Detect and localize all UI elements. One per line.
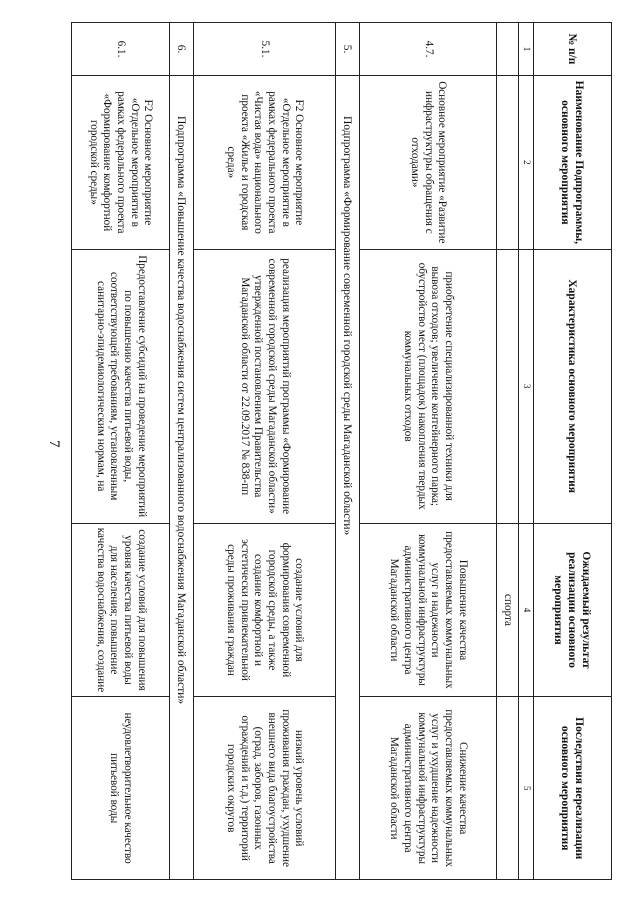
measure-result: создание условий для формирования современной городской среды, а также создание комфортной и эстетически привлекательной среды проживания граждан [194,523,336,697]
column-number: 5 [519,697,534,880]
measure-characteristic: приобретение специализированной техники для вывоза отходов; увеличение контейнерного парка; обустройство мест (площадок) накопления твердых коммунальных отходов [359,249,496,523]
section-title: Подпрограмма «Повышение качества водоснабжения систем централизованного водоснабжения Магаданской области» [169,76,193,880]
section-number: 6. [169,23,193,76]
table-row [72,23,170,880]
measure-name: F2 Основное мероприятие «Отдельное мероприятие в рамках федерального проекта «Чистая вода» национального проекта «Жилье и городская среда» [194,76,336,250]
measure-name: Основное мероприятие «Развитие инфраструктуры обращения с отходами» [359,76,496,250]
header-result: Ожидаемый результат реализации основного мероприятия [533,523,611,697]
section-row [335,23,359,880]
header-number: № п/п [533,23,611,76]
measure-characteristic: реализация мероприятий программы «Формирование современной городской среды Магаданской области» утвержденной постановлением Правительства Магаданской области от 22.09.2017 № 838-пп [194,249,336,523]
table-row [359,23,496,880]
header-name: Наименование Подпрограммы, основного мероприятия [533,76,611,250]
column-number: 1 [519,23,534,76]
header-characteristic: Характеристика основного мероприятия [533,249,611,523]
row-number: 4.7. [359,23,496,76]
header-row [533,23,611,880]
measure-characteristic: Предоставление субсидий на проведение мероприятий по повышению качества питьевой воды, соответствующей требованиям, установленным санитарно-эпидемиологическим нормам, на [72,249,170,523]
column-number: 3 [519,249,534,523]
cell-empty [496,23,519,76]
section-number: 5. [335,23,359,76]
section-row [169,23,193,880]
section-title: Подпрограмма «Формирование современной городской среды Магаданской области» [335,76,359,880]
continuation-result: спорта [496,523,519,697]
program-measures-table [71,22,612,880]
measure-consequence: низкий уровень условий проживания граждан, ухудшение внешнего вида благоустройства (оград, заборов, газонных ограждений и т.д.) территорий городских округов [194,697,336,880]
column-number: 2 [519,76,534,250]
cell-empty [496,76,519,250]
continuation-row [496,23,519,880]
measure-consequence: неудовлетворительное качество питьевой воды [72,697,170,880]
header-consequence: Последствия нереализации основного мероприятия [533,697,611,880]
table-row [194,23,336,880]
rotated-table-container [71,22,612,880]
measure-result: Повышение качества предоставляемых коммунальных услуг и надежности коммунальной инфраструктуры административного центра Магаданской области [359,523,496,697]
measure-consequence: Снижение качества предоставляемых коммунальных услуг и ухудшение надежности коммунальной инфраструктуры административного центра Магаданской области [359,697,496,880]
row-number: 5.1. [194,23,336,76]
measure-result: создание условий для повышения уровня качества питьевой воды для населения; повышение качества водоснабжения, создание [72,523,170,697]
cell-empty [496,697,519,880]
column-number: 4 [519,523,534,697]
row-number: 6.1. [72,23,170,76]
measure-name: F2 Основное мероприятие «Отдельное мероприятие в рамках федерального проекта «Формирование комфортной городской среды» [72,76,170,250]
column-numbers-row [519,23,534,880]
cell-empty [496,249,519,523]
